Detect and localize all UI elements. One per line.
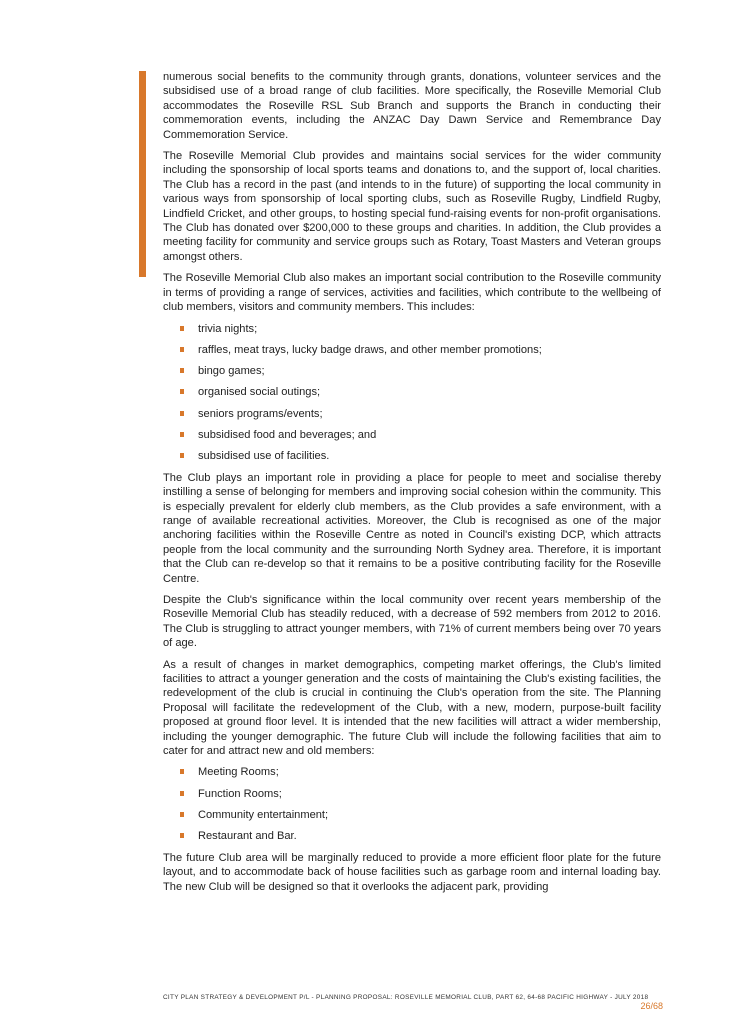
footer-text: CITY PLAN STRATEGY & DEVELOPMENT P/L - PLANNING PROPOSAL: ROSEVILLE MEMORIAL CLUB, PART 62, 64-68 PACIFIC HIGHWAY - JULY 2018	[163, 994, 649, 1001]
list-item: Restaurant and Bar.	[163, 829, 661, 843]
paragraph-future-club: The future Club area will be marginally reduced to provide a more efficient floor plate for the future layout, and to accommodate back of house facilities such as garbage room and internal loading bay. The new Club will be designed so that it overlooks the adjacent park, providing	[163, 851, 661, 893]
paragraph-social-contribution: The Roseville Memorial Club also makes an important social contribution to the Roseville community in terms of providing a range of services, activities and facilities, which contribute to the wellbeing of club members, visitors and community members. This includes:	[163, 272, 661, 314]
list-item: bingo games;	[163, 364, 661, 378]
list-item: raffles, meat trays, lucky badge draws, and other member promotions;	[163, 343, 661, 357]
paragraph-membership-decline: Despite the Club's significance within the local community over recent years membership of the Roseville Memorial Club has steadily reduced, with a decrease of 592 members from 2012 to 2016. The Club is struggling to attract younger members, with 71% of current members being over 70 years of age.	[163, 593, 661, 650]
bullet-icon	[180, 368, 184, 373]
bullet-icon	[180, 791, 184, 796]
bullet-icon	[180, 833, 184, 838]
bullet-icon	[180, 411, 184, 416]
list-item: organised social outings;	[163, 385, 661, 399]
bullet-icon	[180, 389, 184, 394]
document-body	[163, 70, 661, 901]
bullet-icon	[180, 326, 184, 331]
facilities-list	[163, 765, 661, 843]
bullet-icon	[180, 432, 184, 437]
list-item: Meeting Rooms;	[163, 765, 661, 779]
bullet-icon	[180, 812, 184, 817]
services-list	[163, 322, 661, 464]
list-item: trivia nights;	[163, 322, 661, 336]
paragraph-community-benefits: numerous social benefits to the community through grants, donations, volunteer services and the subsidised use of a broad range of club facilities. More specifically, the Roseville Memorial Club accommodates the Roseville RSL Sub Branch and supports the Branch in conducting their commemoration events, including the ANZAC Day Dawn Service and Remembrance Day Commemoration Service.	[163, 71, 661, 141]
list-item: seniors programs/events;	[163, 407, 661, 421]
bullet-icon	[180, 769, 184, 774]
paragraph-redevelopment: As a result of changes in market demographics, competing market offerings, the Club's limited facilities to attract a younger generation and the costs of maintaining the Club's existing facilities, the redevelopment of the club is crucial in continuing the Club's operation from the site. The Planning Proposal will facilitate the redevelopment of the Club, with a new, modern, purpose-built facility proposed at ground floor level. It is intended that the new facilities will attract a wider membership, including the younger demographic. The future Club will include the following facilities that aim to cater for and attract new and old members:	[163, 658, 661, 757]
section-marker-bar	[139, 71, 146, 277]
bullet-icon	[180, 347, 184, 352]
paragraph-social-services: The Roseville Memorial Club provides and maintains social services for the wider community including the sponsorship of local sports teams and donations to, and the support of, local charities. The Club has a record in the past (and intends to in the future) of supporting the local community in various ways from sponsorship of local sporting clubs, such as Roseville Rugby, Lindfield Rugby, Lindfield Cricket, and other groups, to hosting special fund-raising events for non-profit organisations. The Club has donated over $200,000 to these groups and charities. In addition, the Club provides a meeting facility for community and service groups such as Rotary, Toast Masters and Veteran groups amongst others.	[163, 150, 661, 263]
page-number: 26/68	[640, 1001, 663, 1011]
bullet-icon	[180, 453, 184, 458]
list-item: subsidised food and beverages; and	[163, 428, 661, 442]
paragraph-club-role: The Club plays an important role in providing a place for people to meet and socialise thereby instilling a sense of belonging for members and improving social cohesion within the community. This is especially prevalent for elderly club members, as the Club provides a safe environment, with a range of available recreational activities. Moreover, the Club is recognised as one of the major anchoring facilities within the Roseville Centre as noted in Council's existing DCP, which attracts people from the local community and the surrounding North Sydney area. Therefore, it is important that the Club can re-develop so that it remains to be a positive contributing facility for the Roseville Centre.	[163, 471, 661, 585]
list-item: Community entertainment;	[163, 808, 661, 822]
list-item: Function Rooms;	[163, 787, 661, 801]
list-item: subsidised use of facilities.	[163, 449, 661, 463]
